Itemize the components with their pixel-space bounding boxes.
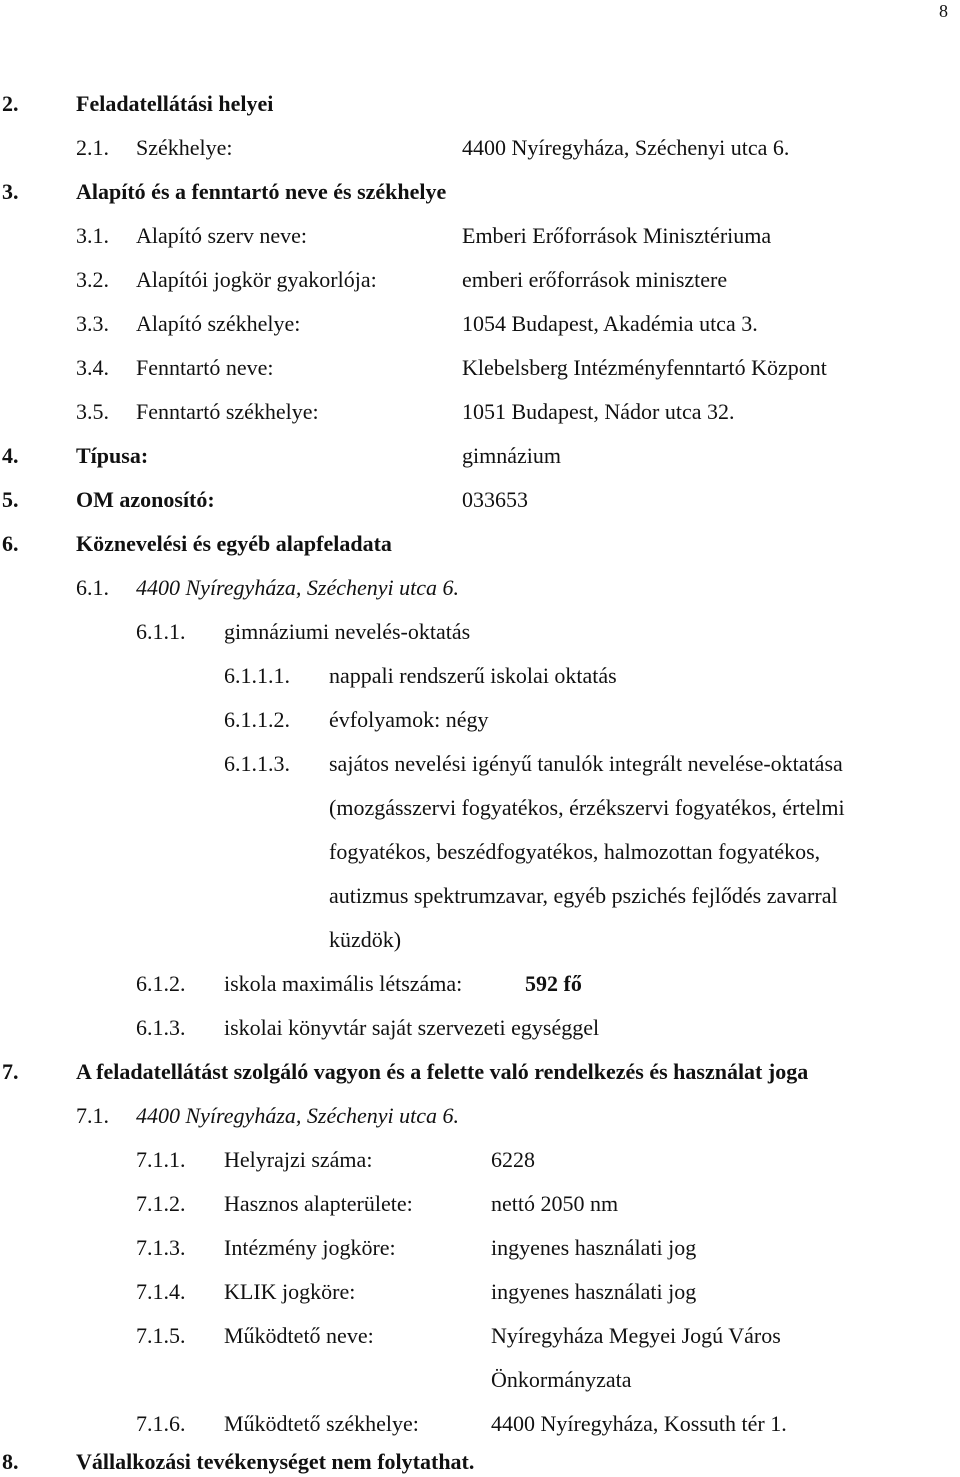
item-6-1-1-3-line: autizmus spektrumzavar, egyéb pszichés fejlődés zavarral xyxy=(329,883,838,908)
section-2-number: 2. xyxy=(2,91,19,116)
item-7-1-6-value: 4400 Nyíregyháza, Kossuth tér 1. xyxy=(491,1411,787,1436)
item-7-1-6-number: 7.1.6. xyxy=(136,1411,186,1436)
item-7-1-2-number: 7.1.2. xyxy=(136,1191,186,1216)
page-number: 8 xyxy=(939,1,948,21)
item-7-1-5-value-cont: Önkormányzata xyxy=(491,1367,632,1392)
section-8-title: Vállalkozási tevékenységet nem folytathat. xyxy=(76,1449,475,1474)
item-3-2-label: Alapítói jogkör gyakorlója: xyxy=(136,267,377,292)
item-7-1-1-value: 6228 xyxy=(491,1147,535,1172)
item-6-1-1-3-line: küzdök) xyxy=(329,927,402,952)
item-6-1-1-text: gimnáziumi nevelés-oktatás xyxy=(224,619,471,644)
item-3-4-value: Klebelsberg Intézményfenntartó Központ xyxy=(462,355,827,380)
item-3-2-value: emberi erőforrások minisztere xyxy=(462,267,728,292)
item-6-1-3-number: 6.1.3. xyxy=(136,1015,186,1040)
item-6-1-1-3-line: fogyatékos, beszédfogyatékos, halmozottan fogyatékos, xyxy=(329,839,821,864)
section-6-title: Köznevelési és egyéb alapfeladata xyxy=(76,531,392,556)
section-3-number: 3. xyxy=(2,179,19,204)
item-7-1-4-label: KLIK jogköre: xyxy=(224,1279,356,1304)
section-7-title: A feladatellátást szolgáló vagyon és a felette való rendelkezés és használat joga xyxy=(76,1059,809,1084)
item-6-1-1-3-number: 6.1.1.3. xyxy=(224,751,290,776)
item-3-3-label: Alapító székhelye: xyxy=(136,311,301,336)
section-3-title: Alapító és a fenntartó neve és székhelye xyxy=(76,179,447,204)
item-6-1-3-text: iskolai könyvtár saját szervezeti egységgel xyxy=(224,1015,600,1040)
section-4-number: 4. xyxy=(2,443,19,468)
item-3-2-number: 3.2. xyxy=(76,267,109,292)
section-4-value: gimnázium xyxy=(462,443,561,468)
item-7-1-3-value: ingyenes használati jog xyxy=(491,1235,697,1260)
item-6-1-1-1-text: nappali rendszerű iskolai oktatás xyxy=(329,663,617,688)
item-3-5-value: 1051 Budapest, Nádor utca 32. xyxy=(462,399,735,424)
section-8-number: 8. xyxy=(2,1449,19,1474)
item-7-1-5-value: Nyíregyháza Megyei Jogú Város xyxy=(491,1323,781,1348)
item-6-1-2-value: 592 fő xyxy=(525,971,582,996)
item-2-1-label: Székhelye: xyxy=(136,135,233,160)
item-7-1-5-label: Működtető neve: xyxy=(224,1323,374,1348)
item-3-5-label: Fenntartó székhelye: xyxy=(136,399,319,424)
item-3-1-value: Emberi Erőforrások Minisztériuma xyxy=(462,223,772,248)
item-2-1-value: 4400 Nyíregyháza, Széchenyi utca 6. xyxy=(462,135,790,160)
section-7-number: 7. xyxy=(2,1059,19,1084)
item-7-1-2-label: Hasznos alapterülete: xyxy=(224,1191,413,1216)
item-3-4-number: 3.4. xyxy=(76,355,109,380)
item-7-1-3-label: Intézmény jogköre: xyxy=(224,1235,396,1260)
item-7-1-5-number: 7.1.5. xyxy=(136,1323,186,1348)
item-2-1-number: 2.1. xyxy=(76,135,109,160)
item-6-1-2-label: iskola maximális létszáma: xyxy=(224,971,463,996)
item-6-1-address: 4400 Nyíregyháza, Széchenyi utca 6. xyxy=(136,575,459,600)
section-4-title: Típusa: xyxy=(76,443,149,468)
section-6-number: 6. xyxy=(2,531,19,556)
item-3-3-number: 3.3. xyxy=(76,311,109,336)
item-3-5-number: 3.5. xyxy=(76,399,109,424)
item-6-1-number: 6.1. xyxy=(76,575,109,600)
item-7-1-4-value: ingyenes használati jog xyxy=(491,1279,697,1304)
section-5-title: OM azonosító: xyxy=(76,487,215,512)
item-7-1-1-number: 7.1.1. xyxy=(136,1147,186,1172)
item-7-1-1-label: Helyrajzi száma: xyxy=(224,1147,373,1172)
item-6-1-2-number: 6.1.2. xyxy=(136,971,186,996)
item-3-1-number: 3.1. xyxy=(76,223,109,248)
item-3-3-value: 1054 Budapest, Akadémia utca 3. xyxy=(462,311,758,336)
item-6-1-1-3-line: (mozgásszervi fogyatékos, érzékszervi fogyatékos, értelmi xyxy=(329,795,845,820)
item-3-4-label: Fenntartó neve: xyxy=(136,355,274,380)
item-7-1-2-value: nettó 2050 nm xyxy=(491,1191,619,1216)
item-7-1-address: 4400 Nyíregyháza, Széchenyi utca 6. xyxy=(136,1103,459,1128)
section-5-number: 5. xyxy=(2,487,19,512)
section-2-title: Feladatellátási helyei xyxy=(76,91,274,116)
section-5-value: 033653 xyxy=(462,487,528,512)
item-6-1-1-2-number: 6.1.1.2. xyxy=(224,707,290,732)
item-6-1-1-3-line: sajátos nevelési igényű tanulók integrált nevelése-oktatása xyxy=(329,751,843,776)
item-7-1-6-label: Működtető székhelye: xyxy=(224,1411,419,1436)
item-7-1-3-number: 7.1.3. xyxy=(136,1235,186,1260)
item-3-1-label: Alapító szerv neve: xyxy=(136,223,308,248)
item-6-1-1-2-text: évfolyamok: négy xyxy=(329,707,489,732)
item-7-1-4-number: 7.1.4. xyxy=(136,1279,186,1304)
item-6-1-1-number: 6.1.1. xyxy=(136,619,186,644)
item-6-1-1-1-number: 6.1.1.1. xyxy=(224,663,290,688)
item-7-1-number: 7.1. xyxy=(76,1103,109,1128)
